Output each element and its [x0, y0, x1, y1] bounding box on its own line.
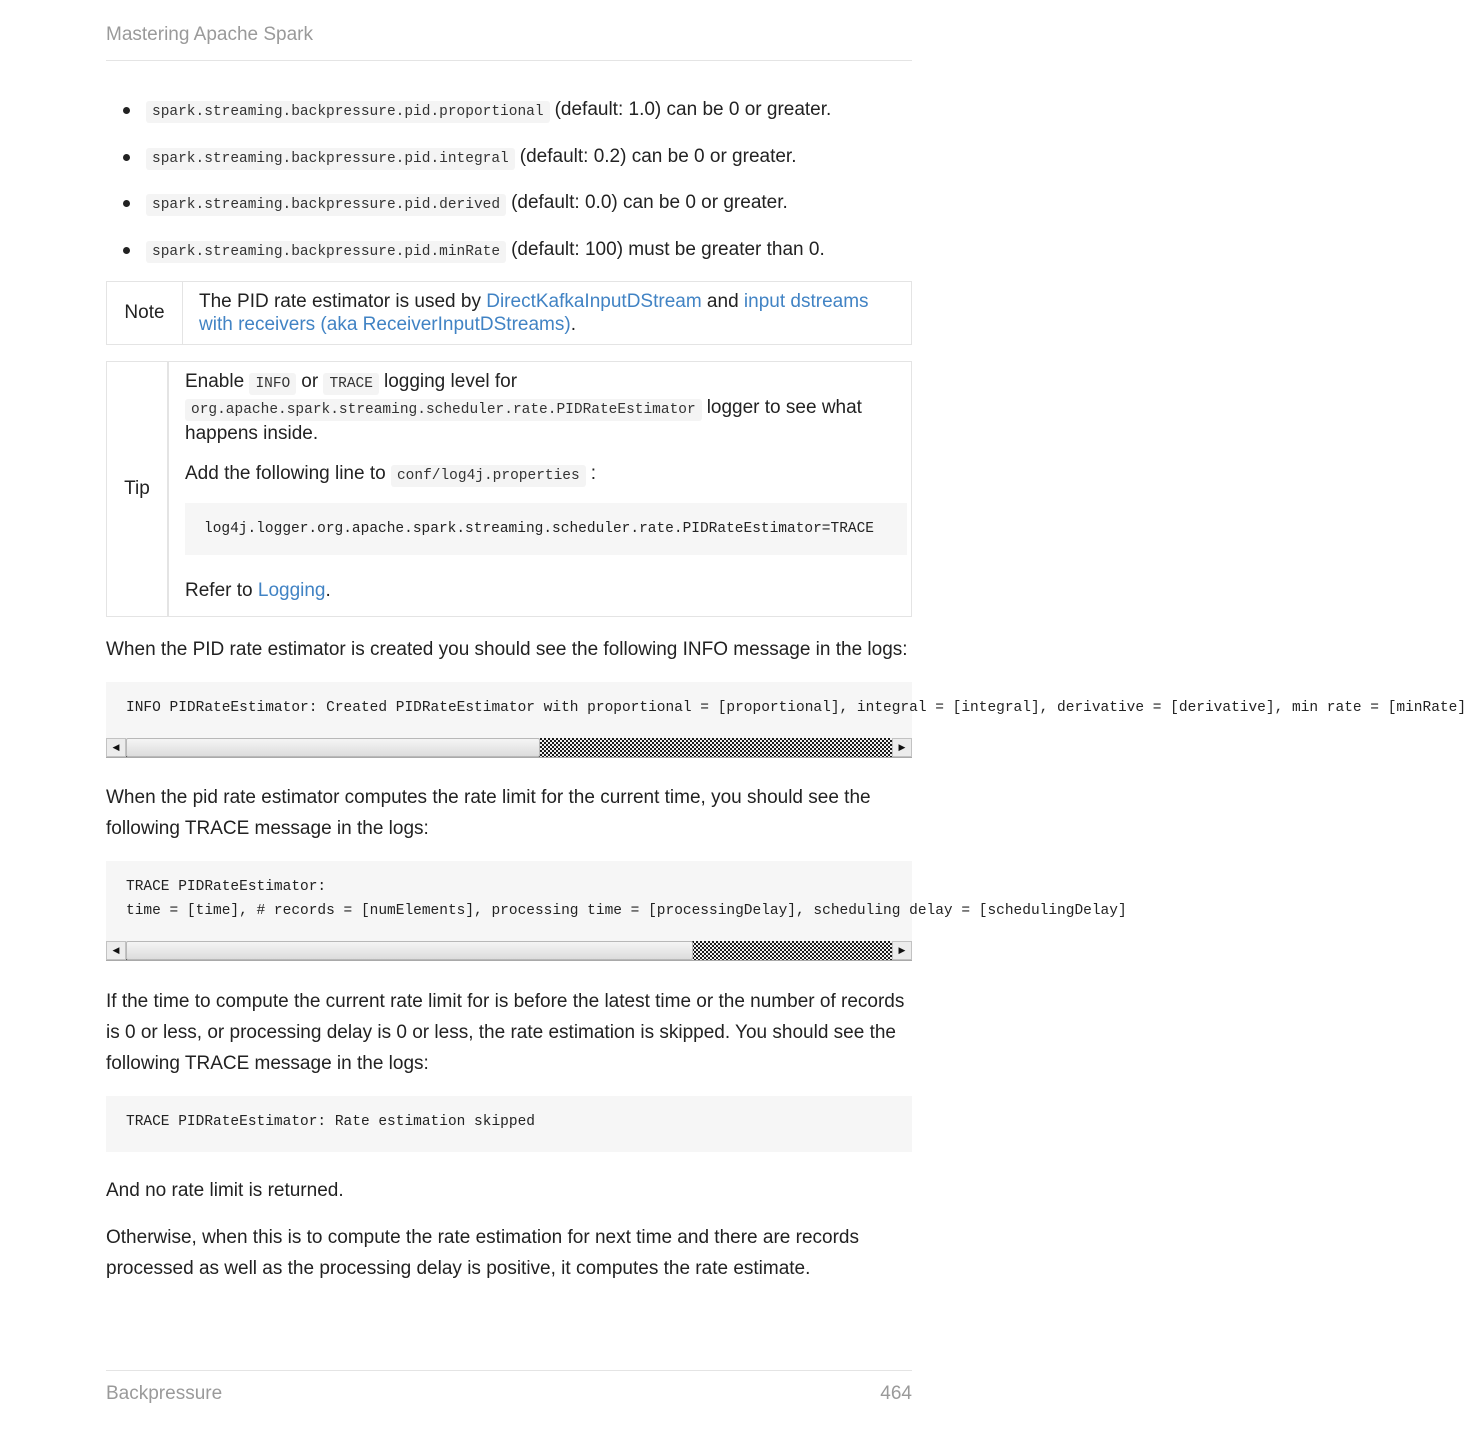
list-item	[106, 139, 912, 186]
property-description: (default: 1.0) can be 0 or greater.	[554, 99, 832, 120]
footer-rule	[106, 1370, 912, 1371]
note-text: The PID rate estimator is used by	[199, 291, 487, 312]
scroll-thumb[interactable]	[126, 941, 693, 960]
code-block-skipped: TRACE PIDRateEstimator: Rate estimation skipped	[106, 1096, 912, 1152]
tip-code-block: log4j.logger.org.apache.spark.streaming.scheduler.rate.PIDRateEstimator=TRACE	[185, 503, 907, 555]
scroll-right-icon[interactable]: ▶	[892, 738, 912, 757]
list-item	[106, 185, 912, 232]
scroll-thumb[interactable]	[126, 738, 540, 757]
tip-paragraph-add	[185, 462, 911, 488]
paragraph-skipped: If the time to compute the current rate limit for is before the latest time or the number of records is 0 or less, or processing delay is 0 or less, the rate estimation is skipped. You should see the following TRACE message in the logs:	[106, 991, 905, 1074]
property-list	[106, 92, 912, 278]
property-description: (default: 100) must be greater than 0.	[511, 238, 825, 260]
property-description: (default: 0.2) can be 0 or greater.	[519, 145, 797, 167]
paragraph-otherwise: Otherwise, when this is to compute the rate estimation for next time and there are records processed as well as the processing delay is positive, it computes the rate estimate.	[106, 1227, 859, 1279]
property-description: (default: 0.0) can be 0 or greater.	[511, 192, 788, 213]
property-code: spark.streaming.backpressure.pid.derived	[146, 194, 506, 216]
bullet-icon	[123, 154, 130, 161]
list-item	[106, 232, 912, 279]
bullet-icon	[123, 107, 130, 114]
code-line: time = [time], # records = [numElements], processing time = [processingDelay], scheduling delay = [schedulingDelay]	[126, 903, 1127, 919]
scroll-left-icon[interactable]: ◀	[106, 941, 126, 960]
tip-text: :	[590, 463, 596, 484]
code-file: conf/log4j.properties	[391, 465, 586, 487]
paragraph-info-message: When the PID rate estimator is created you should see the following INFO message in the logs:	[106, 639, 908, 660]
code-trace: TRACE	[323, 373, 379, 395]
tip-text: Enable	[185, 371, 245, 392]
link-logging[interactable]: Logging	[257, 580, 326, 601]
note-body	[183, 282, 911, 344]
page-content	[106, 92, 1466, 1284]
note-text: .	[570, 314, 576, 335]
tip-paragraph-refer	[185, 579, 911, 602]
tip-text: logger to see what happens inside.	[185, 397, 862, 444]
scroll-right-icon[interactable]: ▶	[892, 941, 912, 960]
code-line: TRACE PIDRateEstimator:	[126, 879, 327, 895]
tip-body	[169, 362, 911, 616]
link-receiver-input-dstreams[interactable]: input dstreams with receivers (aka ReceiverInputDStreams)	[199, 291, 869, 335]
tip-text: Refer to	[185, 580, 258, 601]
code-info: INFO	[249, 373, 296, 395]
tip-text: Add the following line to	[185, 463, 386, 484]
code-block-trace	[106, 861, 1127, 941]
bullet-icon	[123, 247, 130, 254]
footer-chapter: Backpressure	[106, 1383, 223, 1404]
property-code: spark.streaming.backpressure.pid.proportional	[146, 101, 550, 123]
paragraph-no-rate-limit: And no rate limit is returned.	[106, 1180, 344, 1201]
note-admonition	[106, 281, 912, 345]
link-directkafkainputdstream[interactable]: DirectKafkaInputDStream	[486, 291, 702, 312]
tip-paragraph-enable	[185, 370, 911, 445]
property-code: spark.streaming.backpressure.pid.minRate	[146, 241, 506, 263]
tip-label: Tip	[107, 362, 169, 616]
note-text: and	[701, 291, 744, 312]
header-rule	[106, 60, 912, 61]
page-number: 464	[880, 1383, 912, 1404]
horizontal-scrollbar[interactable]	[106, 941, 912, 961]
code-logger: org.apache.spark.streaming.scheduler.rate.PIDRateEstimator	[185, 399, 702, 421]
scroll-left-icon[interactable]: ◀	[106, 738, 126, 757]
tip-text: or	[301, 371, 319, 392]
property-code: spark.streaming.backpressure.pid.integral	[146, 148, 515, 170]
bullet-icon	[123, 200, 130, 207]
code-block-info: INFO PIDRateEstimator: Created PIDRateEstimator with proportional = [proportional], integral = [integral], derivative = [derivative], min rate = [minRate]	[106, 682, 912, 738]
tip-text: logging level for	[383, 371, 518, 392]
tip-text: .	[325, 580, 331, 601]
tip-admonition	[106, 361, 912, 617]
running-header: Mastering Apache Spark	[106, 24, 314, 45]
list-item	[106, 92, 912, 139]
paragraph-trace-message: When the pid rate estimator computes the rate limit for the current time, you should see the following TRACE message in the logs:	[106, 787, 871, 839]
horizontal-scrollbar[interactable]	[106, 738, 912, 758]
note-label: Note	[107, 282, 183, 344]
